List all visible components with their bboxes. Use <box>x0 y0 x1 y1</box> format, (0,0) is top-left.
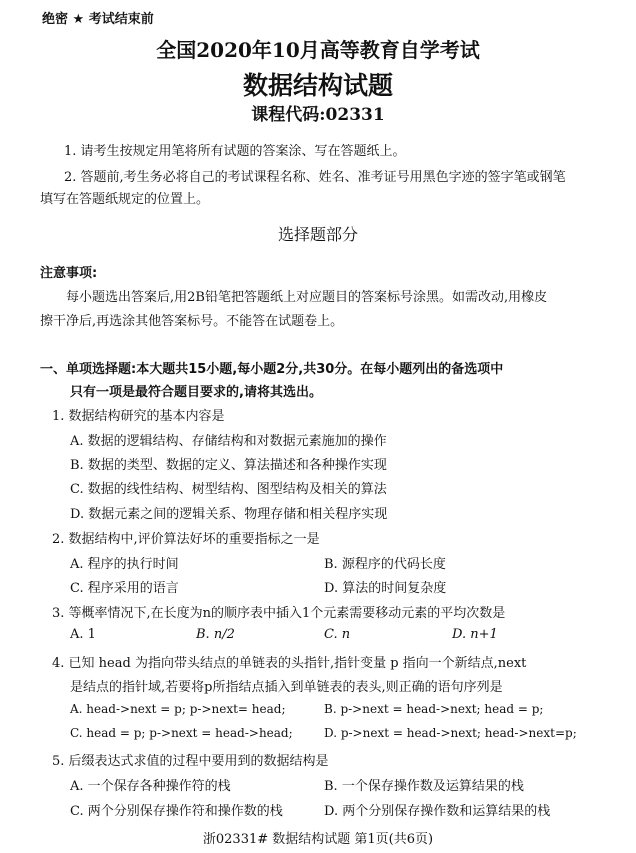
subject-title: 数据结构试题 <box>242 71 393 100</box>
question-5-stem: 5. 后缀表达式求值的过程中要用到的数据结构是 <box>52 754 329 769</box>
question-5-option-a: A. 一个保存各种操作符的栈 <box>70 779 231 794</box>
confidential-label: 绝密 ★ 考试结束前 <box>42 12 154 27</box>
part1-heading-line2: 只有一项是最符合题目要求的,请将其选出。 <box>70 385 322 400</box>
question-4-option-b: B. p->next = head->next; head = p; <box>324 702 544 716</box>
question-2-stem: 2. 数据结构中,评价算法好坏的重要指标之一是 <box>52 532 320 547</box>
question-5-option-d: D. 两个分别保存操作数和运算结果的栈 <box>324 804 551 819</box>
question-2-option-b: B. 源程序的代码长度 <box>324 557 446 572</box>
question-2-option-c: C. 程序采用的语言 <box>70 581 179 596</box>
question-3-stem: 3. 等概率情况下,在长度为n的顺序表中插入1个元素需要移动元素的平均次数是 <box>52 606 506 621</box>
instruction-2-line1: 2. 答题前,考生务必将自己的考试课程名称、姓名、准考证号用黑色字迹的签字笔或钢笔 <box>64 170 566 185</box>
question-5-option-b: B. 一个保存操作数及运算结果的栈 <box>324 779 524 794</box>
question-1-option-d: D. 数据元素之间的逻辑关系、物理存储和相关程序实现 <box>70 507 388 522</box>
question-2-option-a: A. 程序的执行时间 <box>70 557 179 572</box>
question-4-stem-line2: 是结点的指针域,若要将p所指结点插入到单链表的表头,则正确的语句序列是 <box>70 680 503 695</box>
question-5-option-c: C. 两个分别保存操作符和操作数的栈 <box>70 804 283 819</box>
exam-title: 全国2020年10月高等教育自学考试 <box>156 38 480 62</box>
question-1-stem: 1. 数据结构研究的基本内容是 <box>52 409 225 424</box>
notes-line1: 每小题选出答案后,用2B铅笔把答题纸上对应题目的答案标号涂黑。如需改动,用橡皮 <box>66 290 548 305</box>
course-code: 课程代码:02331 <box>251 105 385 125</box>
question-4-option-c: C. head = p; p->next = head->head; <box>70 726 293 740</box>
question-1-option-b: B. 数据的类型、数据的定义、算法描述和各种操作实现 <box>70 458 387 473</box>
question-1-option-a: A. 数据的逻辑结构、存储结构和对数据元素施加的操作 <box>70 434 387 449</box>
question-4-stem-line1: 4. 已知 head 为指向带头结点的单链表的头指针,指针变量 p 指向一个新结点,next <box>52 656 527 671</box>
question-4-option-a: A. head->next = p; p->next= head; <box>70 702 286 716</box>
question-3-option-a: A. 1 <box>70 627 96 642</box>
page-footer: 浙02331# 数据结构试题 第1页(共6页) <box>202 832 434 847</box>
question-2-option-d: D. 算法的时间复杂度 <box>324 581 447 596</box>
question-3-option-d: D. n+1 <box>452 627 498 642</box>
part1-heading-line1: 一、单项选择题:本大题共15小题,每小题2分,共30分。在每小题列出的备选项中 <box>40 362 504 377</box>
notes-title: 注意事项: <box>40 266 98 281</box>
question-3-option-c: C. n <box>324 627 351 642</box>
instruction-2-line2: 填写在答题纸规定的位置上。 <box>40 192 210 207</box>
instruction-1: 1. 请考生按规定用笔将所有试题的答案涂、写在答题纸上。 <box>64 144 406 159</box>
section-title: 选择题部分 <box>277 225 358 244</box>
question-4-option-d: D. p->next = head->next; head->next=p; <box>324 726 577 740</box>
question-1-option-c: C. 数据的线性结构、树型结构、图型结构及相关的算法 <box>70 482 387 497</box>
question-3-option-b: B. n/2 <box>196 627 235 642</box>
notes-line2: 擦干净后,再选涂其他答案标号。不能答在试题卷上。 <box>40 314 344 329</box>
